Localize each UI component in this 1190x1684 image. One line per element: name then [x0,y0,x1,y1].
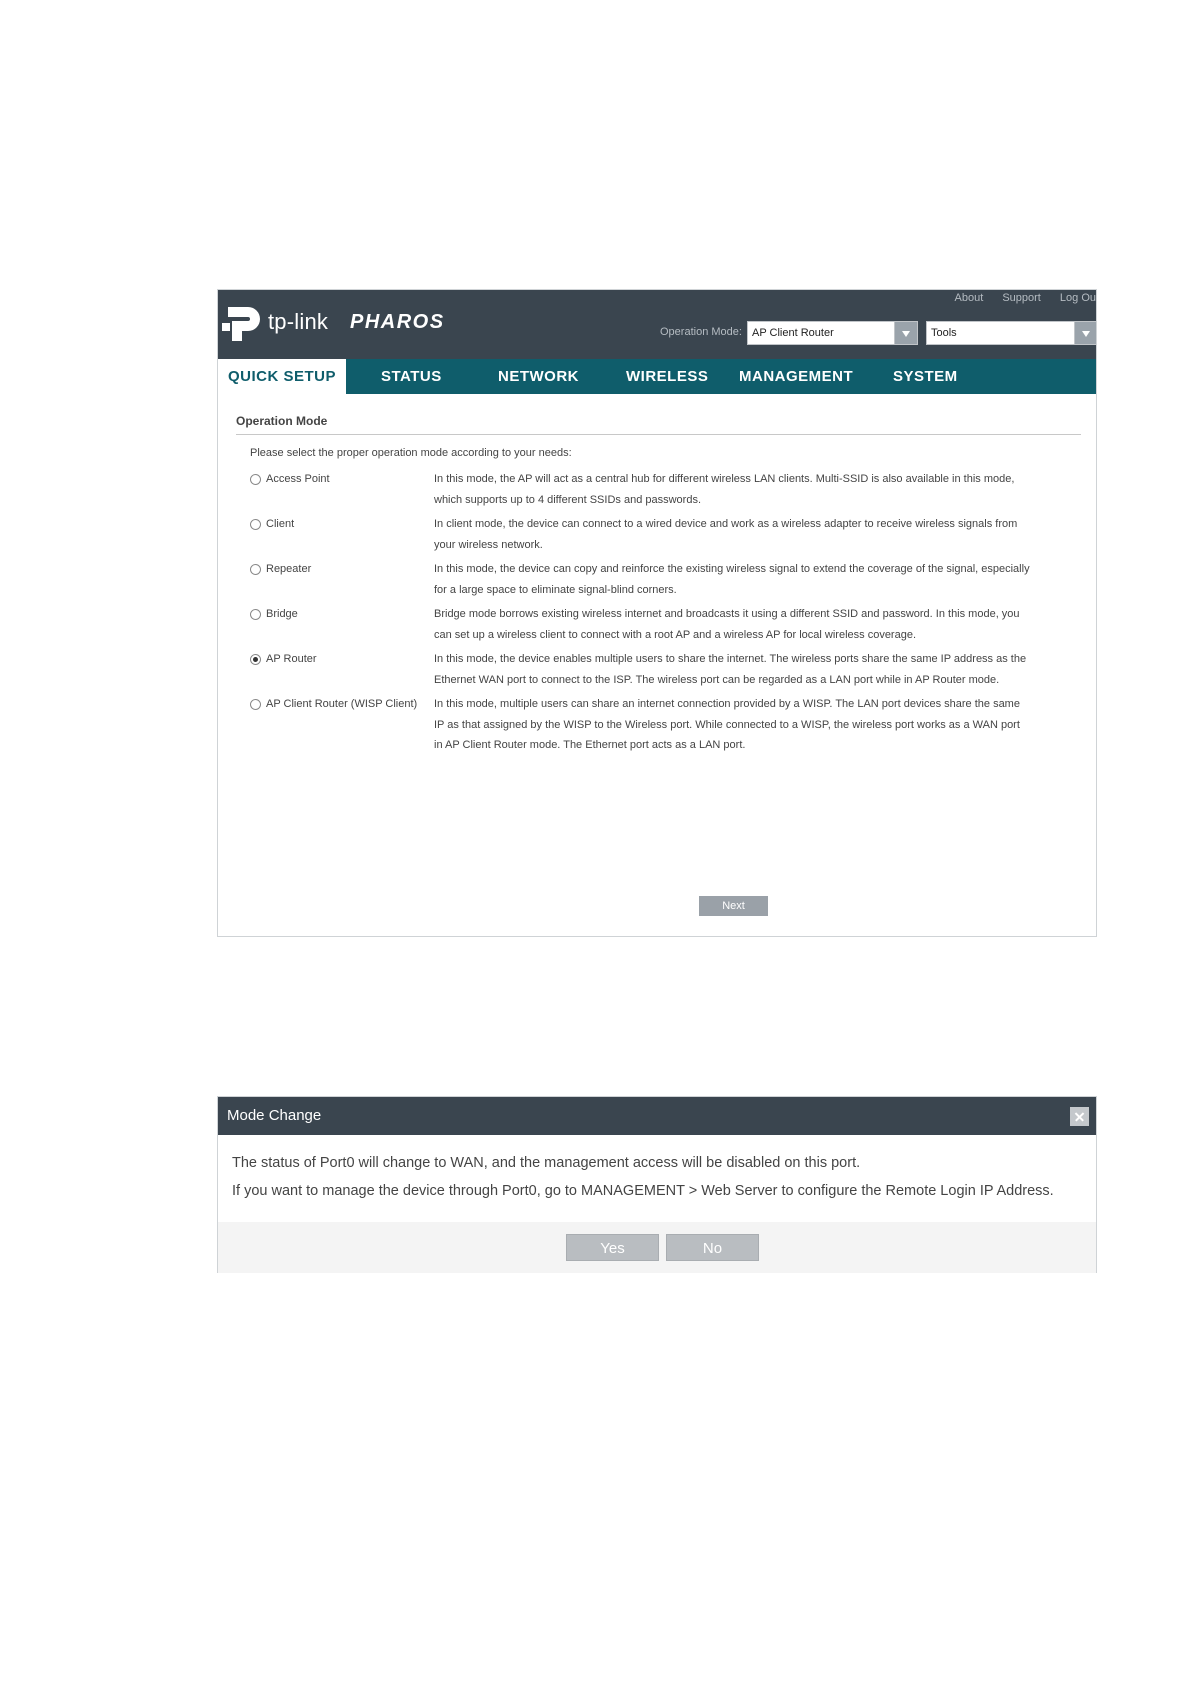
main-nav [218,359,1096,394]
radio-button[interactable] [250,519,261,530]
support-link[interactable]: Support [1002,292,1041,304]
mode-description-line: which supports up to 4 different SSIDs and passwords. [434,493,701,506]
radio-button-selected[interactable] [250,654,261,665]
mode-description-line: In client mode, the device can connect to a wired device and work as a wireless adapter to receive wireless signals from [434,518,1018,530]
radio-button[interactable] [250,474,261,485]
top-header [218,290,1096,359]
operation-mode-value: AP Client Router [752,327,834,339]
mode-description-line: In this mode, multiple users can share an internet connection provided by a WISP. The LAN port devices share the same [434,698,1020,710]
section-divider [236,434,1081,435]
dialog-title: Mode Change [227,1107,322,1124]
dialog-message: If you want to manage the device through Port0, go to MANAGEMENT > Web Server to configure the Remote Login IP Address. [232,1183,1054,1199]
mode-description-line: IP as that assigned by the WISP to the Wireless port. While connected to a WISP, the wireless port works as a WAN port [434,718,1020,731]
mode-name: AP Router [266,653,317,665]
mode-description [434,469,1034,510]
mode-description-line: Ethernet WAN port to connect to the ISP. The wireless port can be regarded as a LAN port while in AP Router mode. [434,673,1000,686]
mode-description [434,514,1034,555]
tab-status[interactable]: STATUS [381,368,442,385]
logout-link[interactable]: Log Ou [1059,292,1096,304]
operation-mode-window [217,289,1097,937]
radio-button[interactable] [250,609,261,620]
no-button[interactable]: No [666,1234,759,1261]
close-icon[interactable] [1070,1107,1089,1126]
mode-description-line: for a large space to eliminate signal-blind corners. [434,583,677,596]
tools-select[interactable] [926,321,1097,345]
tab-network[interactable]: NETWORK [498,368,579,385]
tab-wireless[interactable]: WIRELESS [626,368,709,385]
mode-description-line: In this mode, the device enables multiple users to share the internet. The wireless ports share the same IP address as the [434,653,1027,665]
mode-description-line: In this mode, the AP will act as a central hub for different wireless LAN clients. Multi-SSID is also available in this mode, [434,473,1015,485]
dialog-header [218,1097,1096,1135]
mode-description [434,694,1034,756]
top-links [939,292,1097,304]
mode-description-line: your wireless network. [434,538,543,551]
tp-link-logo [220,297,330,347]
tools-value: Tools [931,327,957,339]
intro-text: Please select the proper operation mode according to your needs: [250,447,572,459]
dialog-message: The status of Port0 will change to WAN, and the management access will be disabled on this port. [232,1155,861,1171]
mode-description [434,649,1034,690]
mode-description [434,604,1034,645]
chevron-down-icon[interactable] [1074,322,1097,344]
mode-name: Access Point [266,473,330,485]
operation-mode-select[interactable] [747,321,918,345]
mode-description-line: in AP Client Router mode. The Ethernet port acts as a LAN port. [434,739,746,751]
mode-description [434,559,1034,600]
mode-description-line: Bridge mode borrows existing wireless internet and broadcasts it using a different SSID and password. In this mode, you [434,608,1020,620]
tab-quick-setup[interactable]: QUICK SETUP [218,359,346,394]
section-title: Operation Mode [236,414,328,428]
product-name: PHAROS [350,311,445,333]
tp-link-logo-icon [222,301,264,343]
dialog-footer [218,1222,1096,1273]
chevron-down-icon[interactable] [894,322,917,344]
brand-name: tp-link [268,309,329,334]
mode-name: AP Client Router (WISP Client) [266,698,418,710]
mode-change-dialog [217,1096,1097,1273]
tab-system[interactable]: SYSTEM [893,368,958,385]
mode-description-line: In this mode, the device can copy and reinforce the existing wireless signal to extend the coverage of the signal, especially [434,563,1030,575]
radio-button[interactable] [250,699,261,710]
about-link[interactable]: About [954,292,984,304]
tab-management[interactable]: MANAGEMENT [739,368,854,385]
next-button[interactable]: Next [699,896,768,916]
operation-mode-label: Operation Mode: [660,326,742,338]
mode-name: Client [266,518,295,530]
radio-button[interactable] [250,564,261,575]
mode-description-line: can set up a wireless client to connect with a root AP and a wireless AP for local wireless coverage. [434,628,917,641]
mode-name: Repeater [266,563,312,575]
yes-button[interactable]: Yes [566,1234,659,1261]
mode-name: Bridge [266,608,298,620]
